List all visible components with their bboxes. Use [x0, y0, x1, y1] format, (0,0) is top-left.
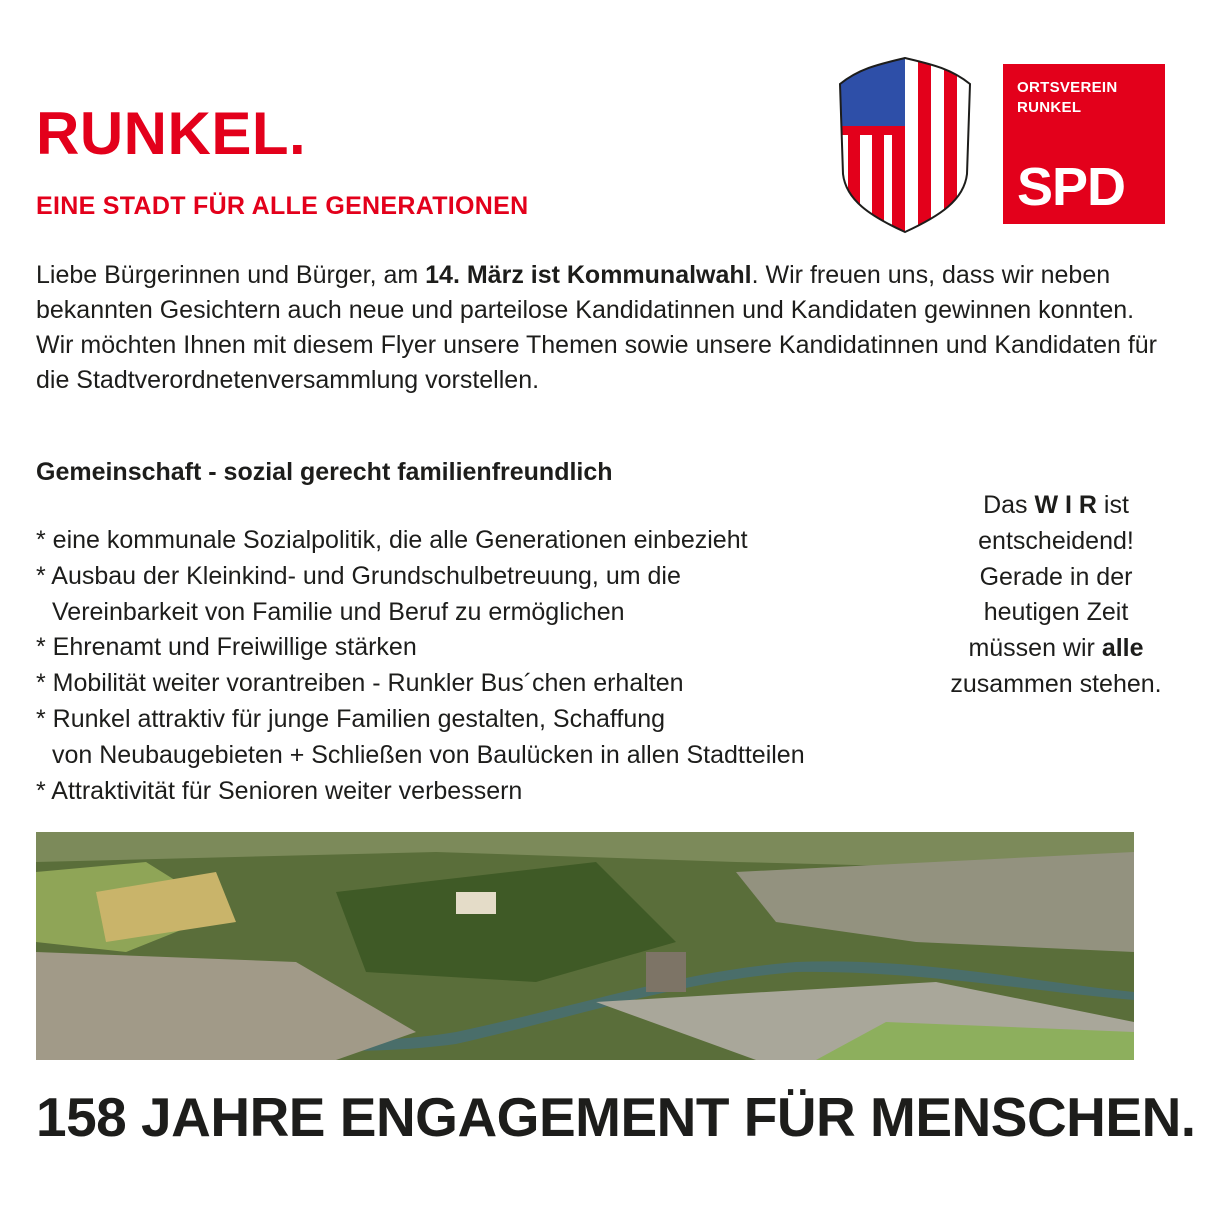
list-item: * Ausbau der Kleinkind- und Grundschulbetreuung, um die: [36, 561, 681, 590]
logo-ortsverein: ORTSVEREIN RUNKEL: [1017, 79, 1118, 116]
wir-statement: Das W I R ist entscheidend! Gerade in der heutigen Zeit müssen wir alle zusammen stehen.: [950, 491, 1162, 698]
topic-list: [36, 523, 966, 809]
intro-paragraph: Liebe Bürgerinnen und Bürger, am 14. März ist Kommunalwahl. Wir freuen uns, dass wir neben bekannten Gesichtern auch neue und parteilose Kandidatinnen und Kandidaten gewinnen konnten. Wir möchten Ihnen mit diesem Flyer unsere Themen sowie unsere Kandidatinnen und Kandidaten für die Stadtverordnetenversammlung vorstellen.: [36, 261, 1157, 394]
list-item: * Ehrenamt und Freiwillige stärken: [36, 633, 417, 662]
list-item: * eine kommunale Sozialpolitik, die alle Generationen einbezieht: [36, 526, 748, 554]
page-title: RUNKEL.: [36, 100, 307, 167]
list-item: * Mobilität weiter vorantreiben - Runkler Bus´chen erhalten: [36, 669, 684, 698]
aerial-town-photo: [36, 832, 1134, 1060]
list-item: von Neubaugebieten + Schließen von Baulücken in allen Stadtteilen: [52, 740, 805, 769]
section-heading: Gemeinschaft - sozial gerecht familienfreundlich: [36, 458, 613, 486]
list-item: * Runkel attraktiv für junge Familien gestalten, Schaffung: [36, 704, 666, 733]
page-subtitle: EINE STADT FÜR ALLE GENERATIONEN: [36, 192, 529, 220]
footer-slogan: 158 JAHRE ENGAGEMENT FÜR MENSCHEN.: [36, 1086, 1196, 1148]
list-item: * Attraktivität für Senioren weiter verbessern: [36, 776, 523, 805]
logo-party: SPD: [1017, 157, 1126, 217]
list-item: Vereinbarkeit von Familie und Beruf zu ermöglichen: [52, 597, 625, 626]
city-crest-icon: [830, 54, 980, 236]
spd-logo: [1003, 64, 1165, 224]
